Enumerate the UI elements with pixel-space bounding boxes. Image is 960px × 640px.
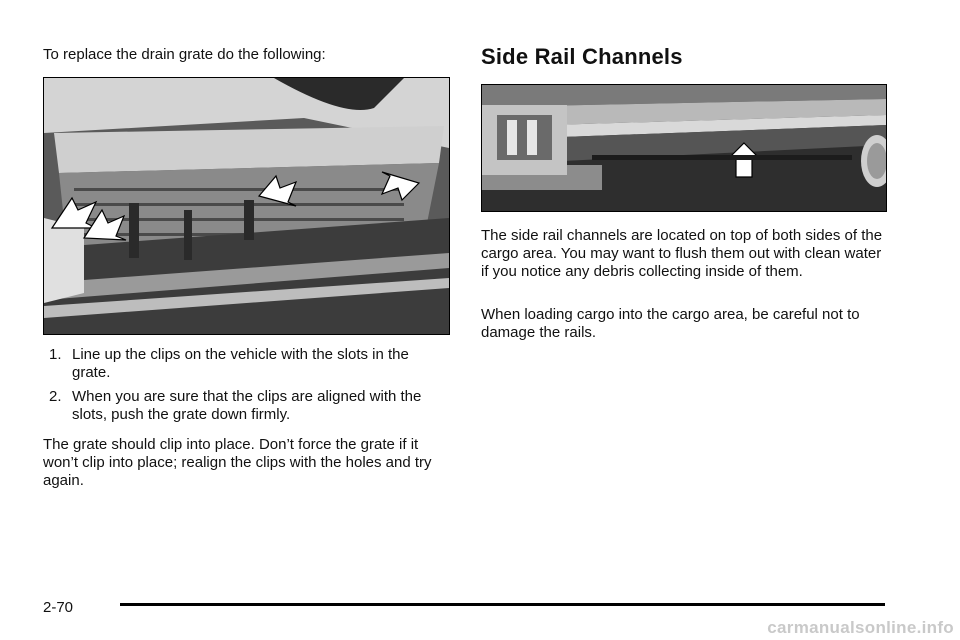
drain-grate-illustration — [44, 78, 449, 334]
step-text: Line up the clips on the vehicle with the slots in the grate. — [72, 346, 409, 381]
intro-text: To replace the drain grate do the following: — [43, 46, 326, 63]
list-item — [43, 346, 451, 382]
list-item — [43, 388, 451, 424]
closing-paragraph: The grate should clip into place. Don’t force the grate if it won’t clip into place; realign the clips with the holes and try again. — [43, 436, 432, 489]
step-text: When you are sure that the clips are aligned with the slots, push the grate down firmly. — [72, 388, 422, 423]
drain-grate-photo — [43, 77, 450, 335]
step-number: 2. — [49, 388, 62, 405]
side-rail-photo — [481, 84, 887, 212]
footer-divider — [120, 603, 885, 606]
section-heading: Side Rail Channels — [481, 44, 683, 69]
side-rail-illustration — [482, 85, 886, 211]
page-number: 2-70 — [43, 599, 74, 616]
description-paragraph-2: When loading cargo into the cargo area, be careful not to damage the rails. — [481, 306, 860, 341]
instruction-steps — [43, 346, 451, 430]
step-number: 1. — [49, 346, 62, 363]
watermark-text: carmanualsonline.info — [767, 618, 954, 637]
description-paragraph-1: The side rail channels are located on top of both sides of the cargo area. You may want to flush them out with clean water if you notice any debris collecting inside of them. — [481, 227, 883, 280]
